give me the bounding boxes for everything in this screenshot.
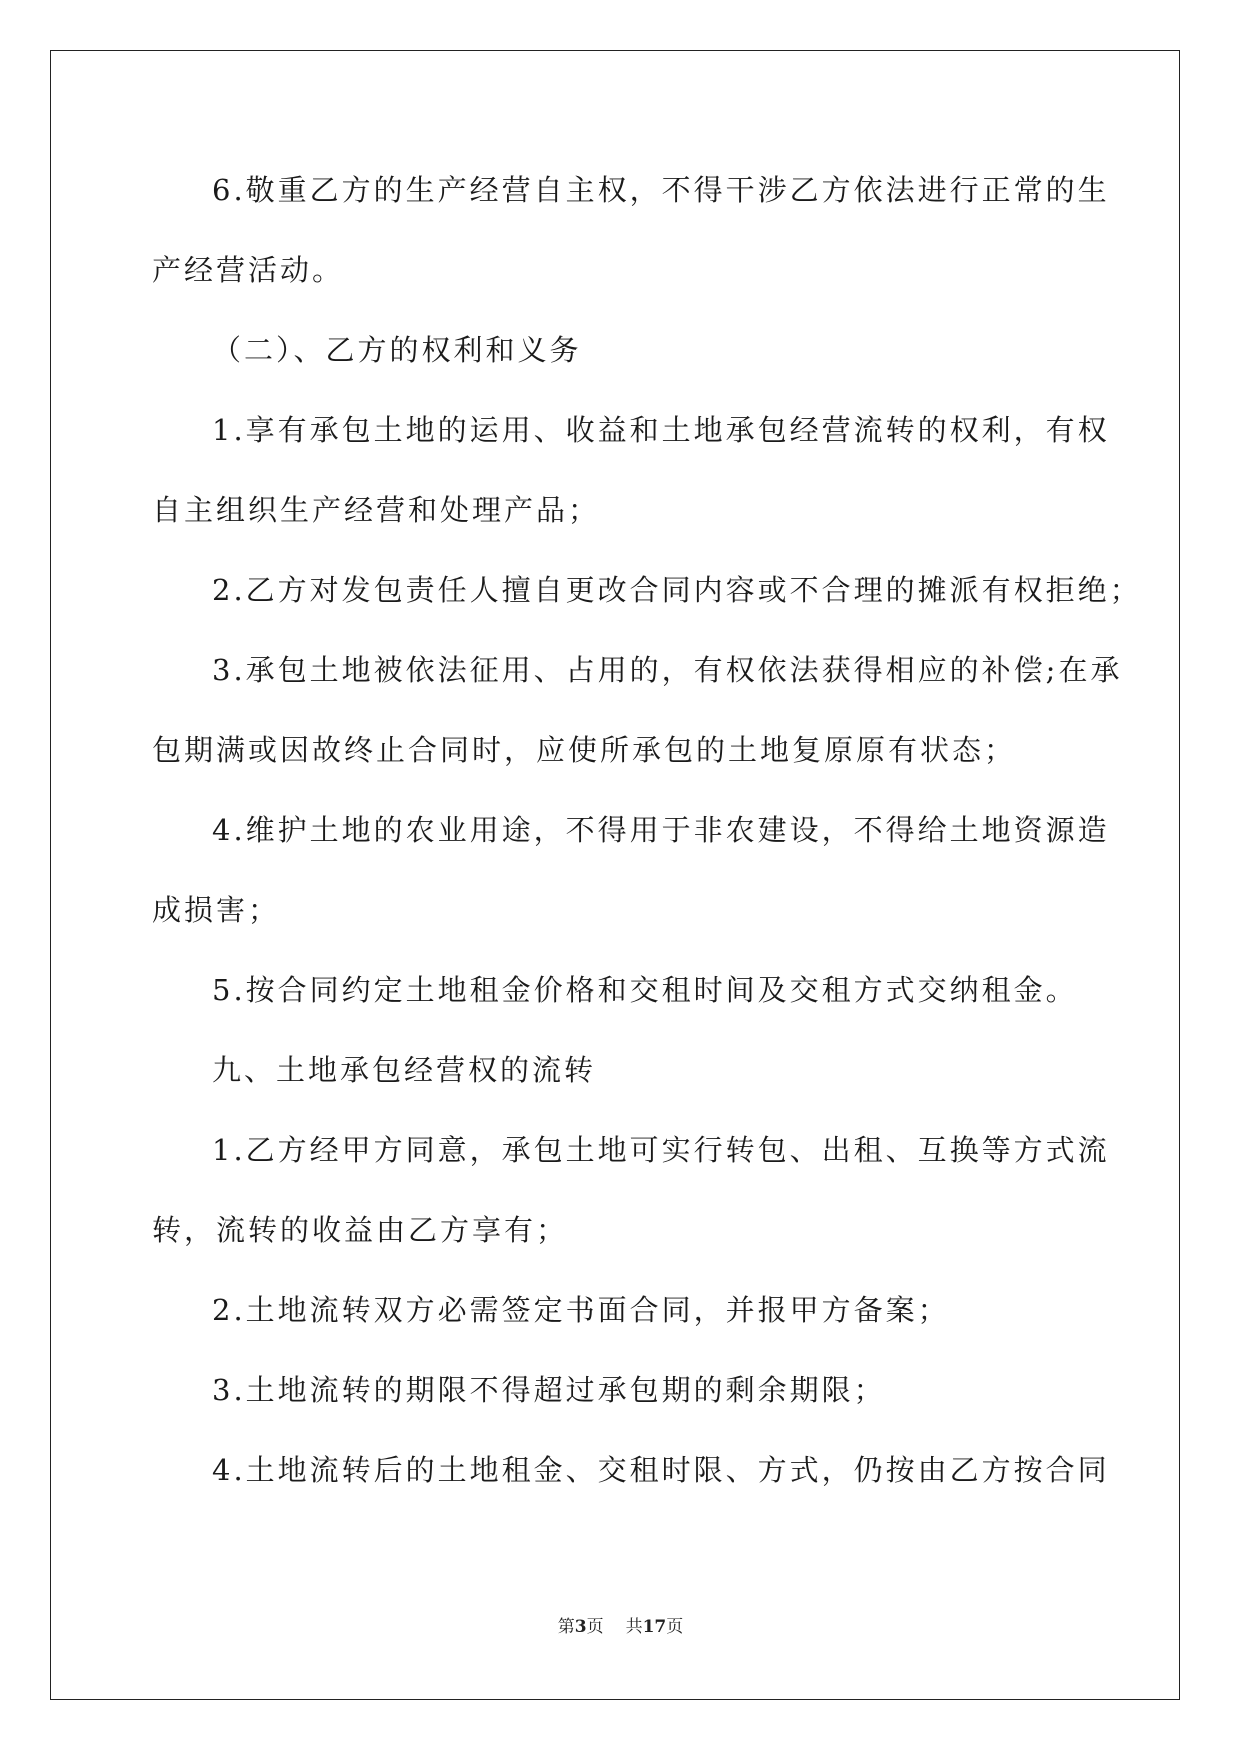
paragraph-line: 3.土地流转的期限不得超过承包期的剩余期限； <box>212 1373 886 1407</box>
paragraph-line: 4.土地流转后的土地租金、交租时限、方式，仍按由乙方按合同 <box>212 1453 1110 1487</box>
section-heading: （二）、乙方的权利和义务 <box>212 333 582 367</box>
paragraph-line: 5.按合同约定土地租金价格和交租时间及交租方式交纳租金。 <box>212 973 1078 1007</box>
paragraph-line: 3.承包土地被依法征用、占用的，有权依法获得相应的补偿;在承 <box>212 653 1123 687</box>
footer-page-suffix: 页 <box>586 1617 604 1637</box>
paragraph-line: 包期满或因故终止合同时，应使所承包的土地复原原有状态； <box>152 733 1017 767</box>
section-heading: 九、土地承包经营权的流转 <box>212 1053 597 1087</box>
paragraph-line: 6.敬重乙方的生产经营自主权，不得干涉乙方依法进行正常的生 <box>212 173 1110 207</box>
footer-prefix: 第 <box>557 1617 575 1637</box>
paragraph-line: 成损害； <box>152 893 281 927</box>
paragraph-line: 1.享有承包土地的运用、收益和土地承包经营流转的权利，有权 <box>212 413 1110 447</box>
page-number: 3 <box>574 1617 587 1637</box>
paragraph-line: 自主组织生产经营和处理产品； <box>152 493 601 527</box>
paragraph-line: 4.维护土地的农业用途，不得用于非农建设，不得给土地资源造 <box>212 813 1110 847</box>
paragraph-line: 转，流转的收益由乙方享有； <box>152 1213 569 1247</box>
paragraph-line: 1.乙方经甲方同意，承包土地可实行转包、出租、互换等方式流 <box>212 1133 1110 1167</box>
footer-total-prefix: 共 <box>625 1617 643 1637</box>
total-pages: 17 <box>642 1617 667 1637</box>
paragraph-line: 2.土地流转双方必需签定书面合同，并报甲方备案； <box>212 1293 950 1327</box>
footer-total-suffix: 页 <box>666 1617 684 1637</box>
page-footer <box>0 1616 1241 1638</box>
paragraph-line: 2.乙方对发包责任人擅自更改合同内容或不合理的摊派有权拒绝； <box>212 573 1142 607</box>
paragraph-line: 产经营活动。 <box>152 253 345 287</box>
